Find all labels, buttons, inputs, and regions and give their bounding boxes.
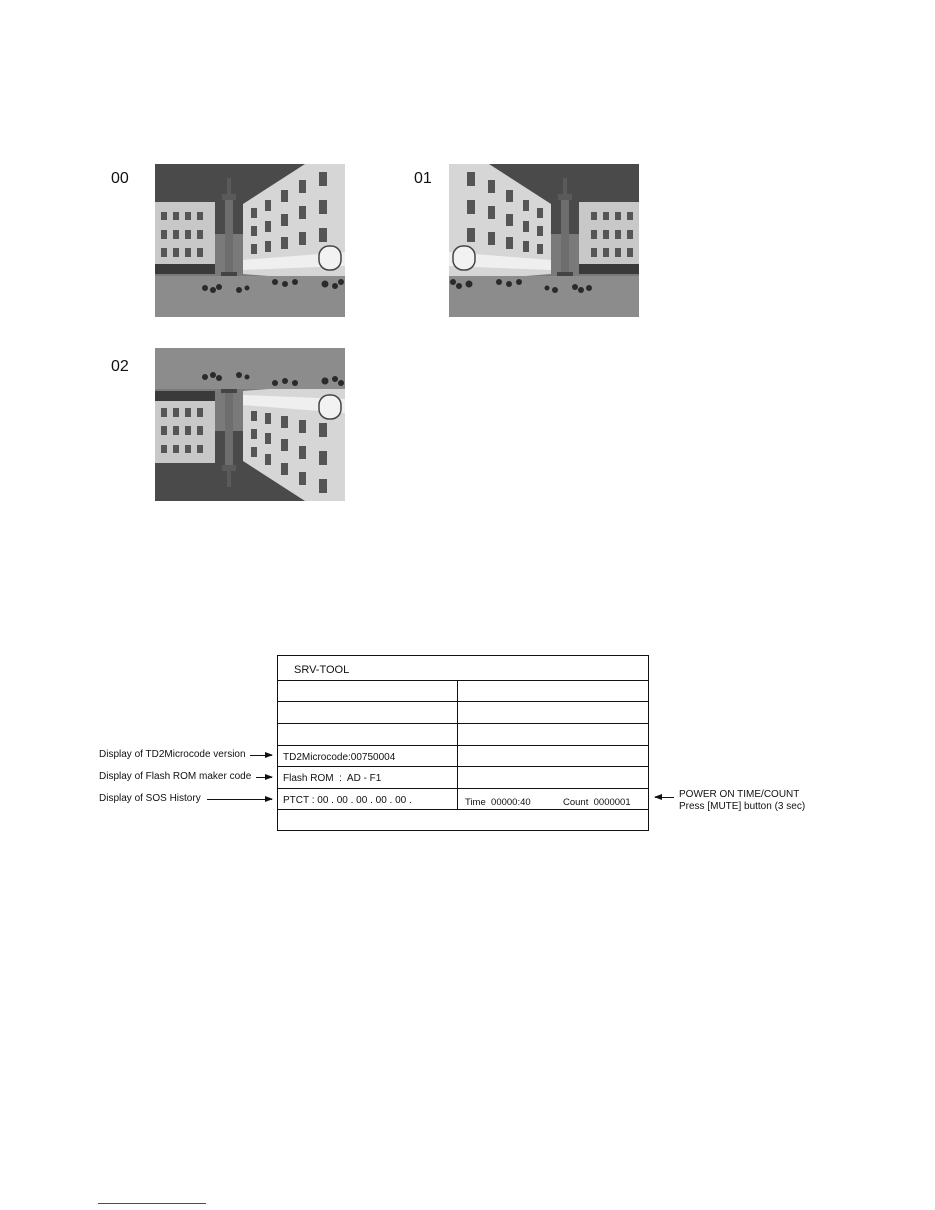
arrow-right-icon — [250, 755, 272, 756]
image-label-02: 02 — [111, 358, 129, 375]
panel-cell-right — [458, 767, 648, 788]
footer-rule — [98, 1203, 206, 1204]
arrow-right-icon — [207, 799, 272, 800]
panel-row-td2 — [278, 745, 648, 767]
flash-rom-value: Flash ROM : AD - F1 — [283, 773, 382, 784]
image-label-01: 01 — [414, 170, 432, 187]
panel-cell-left — [278, 681, 458, 702]
panel-cell-right — [458, 789, 648, 810]
panel-cell-left — [278, 746, 458, 767]
power-on-time: Time 00000:40 — [465, 797, 531, 808]
panel-cell-left — [278, 789, 458, 810]
photo-mirrored — [449, 164, 639, 317]
panel-cell-left — [278, 767, 458, 788]
ptct-value: PTCT : 00 . 00 . 00 . 00 . 00 . — [283, 795, 412, 806]
panel-cell-left — [278, 724, 458, 745]
callout-power-note: Press [MUTE] button (3 sec) — [679, 801, 806, 812]
panel-cell-right — [458, 746, 648, 767]
power-on-count: Count 0000001 — [563, 797, 631, 808]
panel-cell-right — [458, 702, 648, 723]
panel-row-flash — [278, 766, 648, 788]
td2-microcode-value: TD2Microcode:00750004 — [283, 752, 396, 763]
callout-power-title: POWER ON TIME/COUNT — [679, 789, 800, 800]
panel-row-last — [278, 809, 648, 830]
arrow-left-icon — [655, 797, 674, 798]
panel-row-ptct — [278, 788, 648, 810]
panel-row-3 — [278, 723, 648, 745]
image-label-00: 00 — [111, 170, 129, 187]
arrow-right-icon — [256, 777, 272, 778]
photo-normal — [155, 164, 345, 317]
callout-sos: Display of SOS History — [99, 793, 201, 804]
panel-row-2 — [278, 701, 648, 723]
callout-td2: Display of TD2Microcode version — [99, 749, 246, 760]
srv-tool-panel — [277, 655, 649, 831]
callout-flash: Display of Flash ROM maker code — [99, 771, 252, 782]
panel-row-1 — [278, 680, 648, 702]
panel-title: SRV-TOOL — [294, 664, 350, 676]
photo-upside-down — [155, 348, 345, 501]
panel-cell-right — [458, 681, 648, 702]
panel-cell-left — [278, 702, 458, 723]
panel-cell-right — [458, 724, 648, 745]
